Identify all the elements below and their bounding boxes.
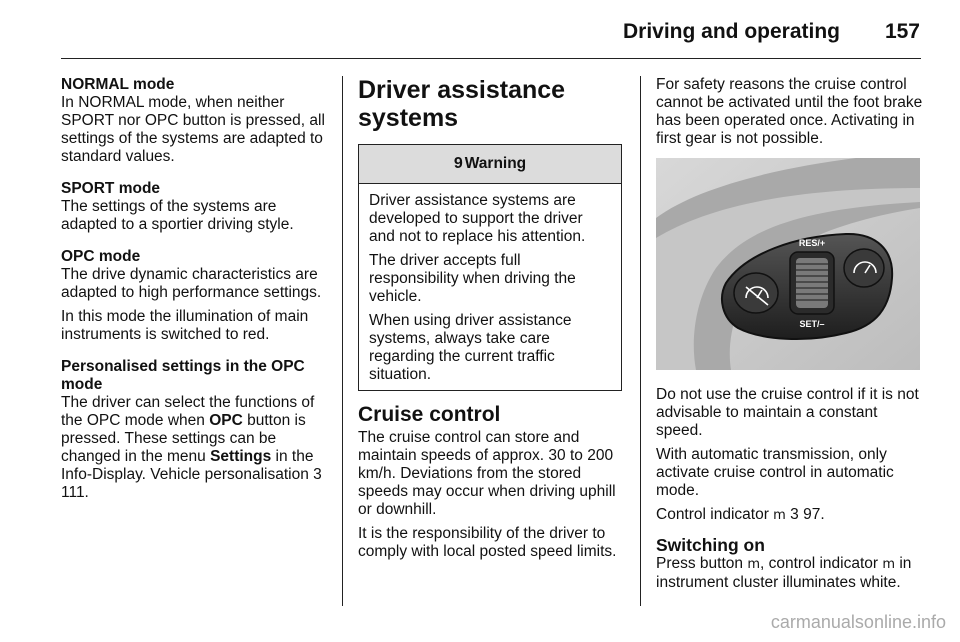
cruise-indicator-icon: m — [882, 557, 896, 572]
cruise-control-heading: Cruise control — [358, 403, 501, 426]
sport-mode-text: The settings of the systems are adapted to a sportier driving style. — [61, 198, 294, 233]
warning-header — [359, 145, 621, 184]
safety-text: For safety reasons the cruise control cannot be activated until the foot brake has been operated once. Activating in first gear is not possible. — [656, 76, 923, 147]
warning-text-1: Driver assistance systems are developed to support the driver and not to replace his attention. — [369, 192, 586, 245]
constant-speed-text: Do not use the cruise control if it is not advisable to maintain a constant speed. — [656, 386, 919, 439]
column-1 — [61, 76, 329, 508]
column-divider-2 — [640, 76, 641, 606]
column-3 — [656, 76, 924, 598]
switching-on-text: Press button m, control indicator m in instrument cluster illuminates white. — [656, 555, 912, 591]
opc-button-label: OPC — [209, 412, 243, 429]
control-indicator-text: Control indicator m 3 97. — [656, 506, 825, 523]
sport-mode-heading: SPORT mode — [61, 180, 161, 197]
running-header-title: Driving and operating — [622, 20, 840, 43]
warning-box — [358, 144, 622, 391]
page-number: 157 — [884, 20, 920, 43]
cruise-control-text-1: The cruise control can store and maintain speeds of approx. 30 to 200 km/h. Deviations from the stored speeds may occur when driving uphill or downhill. — [358, 429, 616, 518]
driver-assistance-heading: Driver assistance systems — [358, 76, 566, 132]
warning-label: Warning — [464, 155, 527, 172]
page-reference-111: 3 111. — [61, 466, 322, 501]
personalised-settings-text: The driver can select the functions of the OPC mode when OPC button is pressed. These settings can be changed in the menu Settings in the Info-Display. Vehicle personalisation 3 111. — [61, 394, 322, 501]
cruise-button-icon: m — [747, 557, 760, 572]
set-minus-label: SET/– — [799, 319, 825, 329]
opc-mode-heading: OPC mode — [61, 248, 141, 265]
cruise-control-indicator-icon: m — [773, 508, 786, 523]
opc-mode-text-1: The drive dynamic characteristics are adapted to high performance settings. — [61, 266, 322, 301]
normal-mode-text: In NORMAL mode, when neither SPORT nor OPC button is pressed, all settings of the systems are adapted to standard values. — [61, 94, 325, 165]
cruise-control-text-2: It is the responsibility of the driver to comply with local posted speed limits. — [358, 525, 617, 560]
warning-icon: 9 — [453, 155, 463, 172]
res-plus-label: RES/+ — [798, 238, 826, 248]
normal-mode-heading: NORMAL mode — [61, 76, 175, 93]
switching-on-heading: Switching on — [656, 535, 765, 555]
warning-text-2: The driver accepts full responsibility when driving the vehicle. — [369, 252, 576, 305]
column-2 — [358, 76, 624, 567]
opc-mode-text-2: In this mode the illumination of main instruments is switched to red. — [61, 308, 309, 343]
steering-wheel-cruise-control-photo — [656, 158, 920, 370]
header-divider — [61, 58, 921, 59]
warning-text-3: When using driver assistance systems, always take care regarding the current traffic situation. — [369, 312, 572, 383]
column-divider-1 — [342, 76, 343, 606]
automatic-transmission-text: With automatic transmission, only activate cruise control in automatic mode. — [656, 446, 894, 499]
warning-body — [359, 184, 621, 390]
watermark: carmanualsonline.info — [770, 612, 946, 632]
personalised-settings-heading: Personalised settings in the OPC mode — [61, 358, 305, 393]
settings-menu-label: Settings — [210, 448, 272, 465]
